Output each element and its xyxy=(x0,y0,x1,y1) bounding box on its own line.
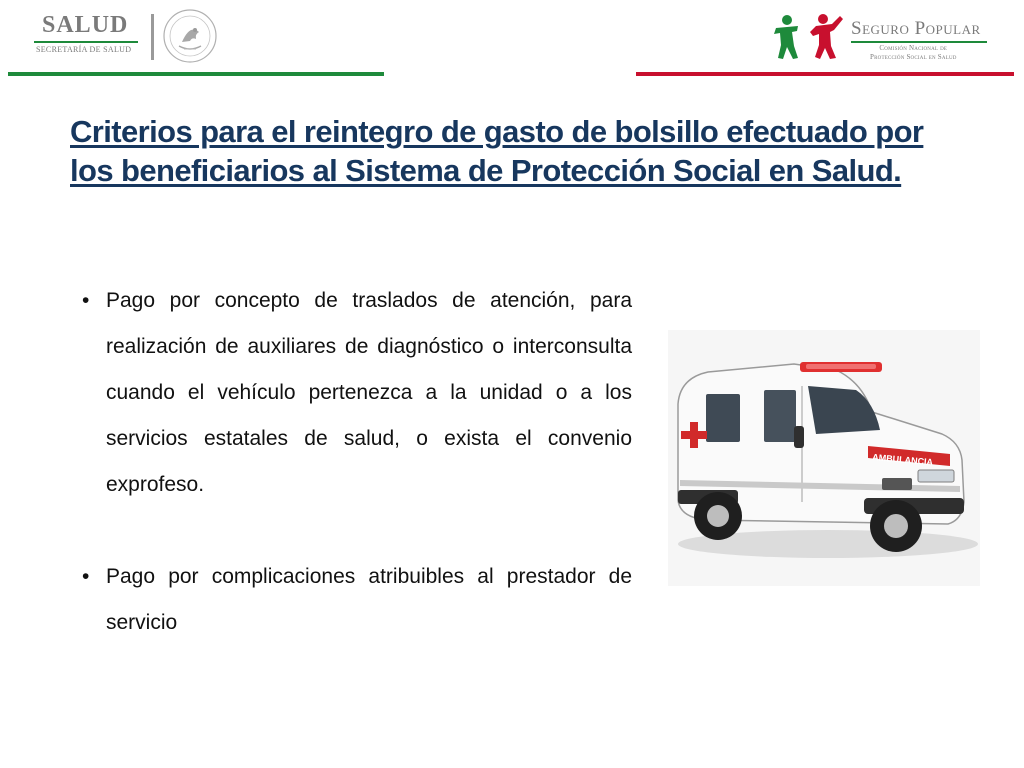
bullet-text: Pago por concepto de traslados de atención, para realización de auxiliares de diagnóstico o interconsulta cuando el vehículo pertenezca a la unidad o a los servicios estatales de salud, o exista el convenio exprofeso. xyxy=(106,289,632,496)
bullet-text: Pago por complicaciones atribuibles al prestador de servicio xyxy=(106,565,632,634)
bullet-marker: • xyxy=(82,565,90,588)
bullet-marker: • xyxy=(82,289,90,312)
seguro-popular-subtitle xyxy=(870,44,957,62)
seguro-popular-figures-icon xyxy=(770,12,846,62)
salud-logo xyxy=(32,12,144,56)
logo-separator xyxy=(151,14,154,60)
slide-header xyxy=(0,0,1024,80)
header-red-rule xyxy=(636,72,1014,76)
ambulance-photo-icon xyxy=(668,330,980,586)
coat-of-arms-seal-icon xyxy=(162,8,218,64)
salud-logo-subtitle: SECRETARÍA DE SALUD xyxy=(36,45,132,54)
bullet-item xyxy=(80,554,632,646)
seguro-popular-rule xyxy=(851,41,987,43)
seguro-popular-title: Seguro Popular xyxy=(851,18,981,39)
ambulance-lettering: AMBULANCIA xyxy=(871,452,934,468)
slide-title: Criterios para el reintegro de gasto de bolsillo efectuado por los beneficiarios al Sistema de Protección Social en Salud. xyxy=(70,114,924,188)
salud-logo-word: SALUD xyxy=(42,12,129,38)
seguro-popular-subtitle-line-1: Comisión Nacional de xyxy=(879,44,948,52)
bullet-item xyxy=(80,278,632,508)
bullet-list xyxy=(80,278,632,646)
salud-logo-rule xyxy=(34,41,138,43)
header-green-rule xyxy=(8,72,384,76)
seguro-popular-subtitle-line-2: Protección Social en Salud xyxy=(870,53,957,61)
